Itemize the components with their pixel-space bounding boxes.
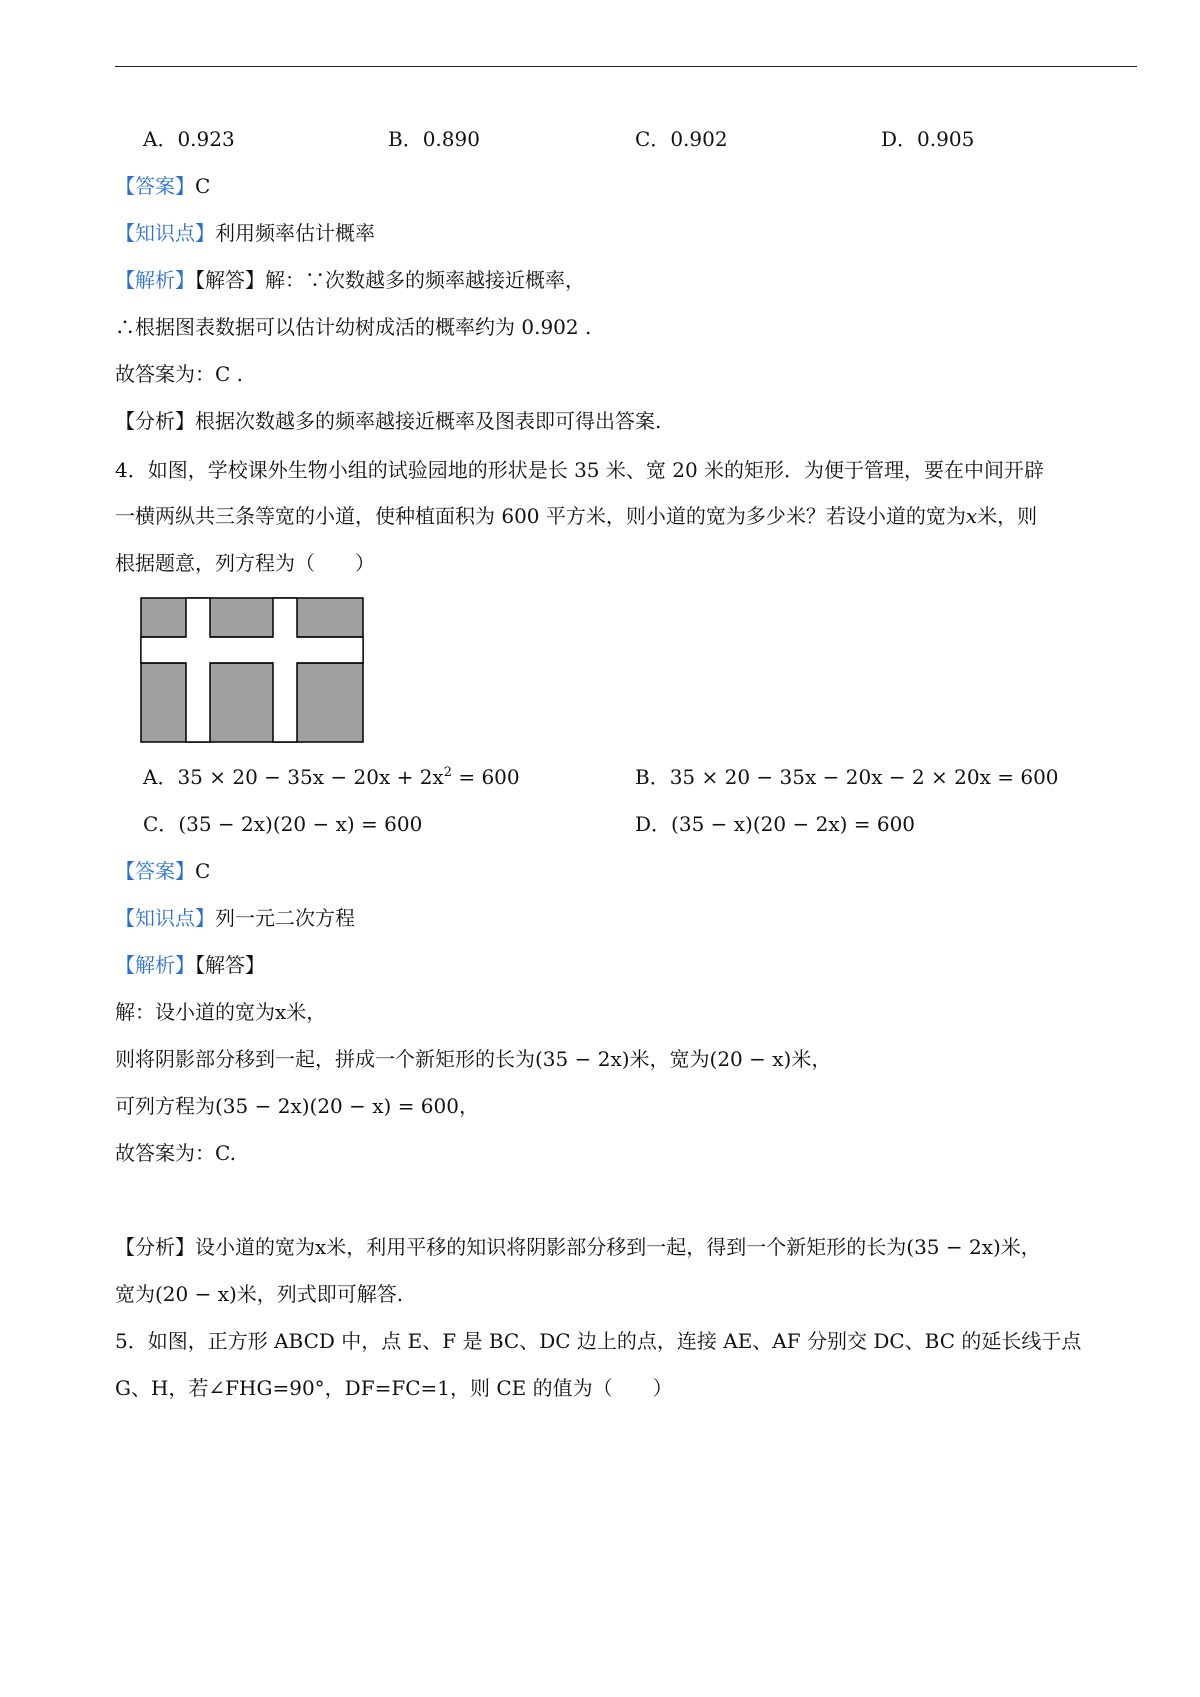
q3-answer: 【答案】C [115, 174, 211, 198]
q4-solution-line3: 可列方程为(35 − 2x)(20 − x) = 600， [115, 1094, 479, 1118]
q3-analysis-line3: 故答案为：C . [115, 362, 244, 386]
q4-fenxi-line2: 宽为(20 − x)米，列式即可解答. [115, 1282, 404, 1306]
q3-option-b: B．0.890 [388, 127, 480, 151]
header-rule [115, 66, 1137, 67]
q4-solution-line2: 则将阴影部分移到一起，拼成一个新矩形的长为(35 − 2x)米，宽为(20 − x)米， [115, 1047, 832, 1071]
q5-stem-line1: 5．如图，正方形 ABCD 中，点 E、F 是 BC、DC 边上的点，连接 AE、AF 分别交 DC、BC 的延长线于点 [115, 1329, 1082, 1353]
q3-option-a: A．0.923 [143, 127, 235, 151]
q4-analysis: 【解析】【解答】 [115, 953, 265, 977]
q4-option-d: D．(35 − x)(20 − 2x) = 600 [635, 812, 916, 836]
vertical-path-left [186, 598, 210, 742]
q4-fenxi-line1: 【分析】设小道的宽为x米，利用平移的知识将阴影部分移到一起，得到一个新矩形的长为(35 − 2x)米， [115, 1235, 1041, 1259]
q4-knowledge: 【知识点】列一元二次方程 [115, 906, 355, 930]
q3-fenxi: 【分析】根据次数越多的频率越接近概率及图表即可得出答案. [115, 409, 662, 433]
path-junction-fill [142, 638, 363, 663]
q3-option-c: C．0.902 [635, 127, 728, 151]
q4-solution-line1: 解：设小道的宽为x米， [115, 1000, 327, 1024]
q4-option-c: C．(35 − 2x)(20 − x) = 600 [143, 812, 423, 836]
q3-analysis: 【解析】【解答】解：∵次数越多的频率越接近概率， [115, 268, 585, 292]
garden-field [141, 598, 363, 742]
q4-option-a: A．$35 \times 20 - 35x - 20x + 2x^2 = 600$ [143, 765, 520, 789]
q4-stem-line2: 一横两纵共三条等宽的小道，使种植面积为 600 平方米，则小道的宽为多少米？若设小道的宽为x米，则 [115, 504, 1038, 528]
q4-stem-line3: 根据题意，列方程为（ ） [115, 551, 375, 575]
vertical-path-right [273, 598, 297, 742]
q3-option-d: D．0.905 [881, 127, 975, 151]
q3-analysis-line2: ∴根据图表数据可以估计幼树成活的概率约为 0.902 . [115, 315, 592, 339]
q5-stem-line2: G、H，若∠FHG=90°，DF=FC=1，则 CE 的值为（ ） [115, 1376, 673, 1400]
q4-option-b: B．35 × 20 − 35x − 20x − 2 × 20x = 600 [635, 765, 1059, 789]
q4-stem-line1: 4．如图，学校课外生物小组的试验园地的形状是长 35 米、宽 20 米的矩形．为便于管理，要在中间开辟 [115, 458, 1045, 482]
garden-figure [140, 597, 364, 743]
q4-solution-line4: 故答案为：C. [115, 1141, 236, 1165]
q4-answer: 【答案】C [115, 859, 211, 883]
q3-knowledge: 【知识点】利用频率估计概率 [115, 221, 375, 245]
